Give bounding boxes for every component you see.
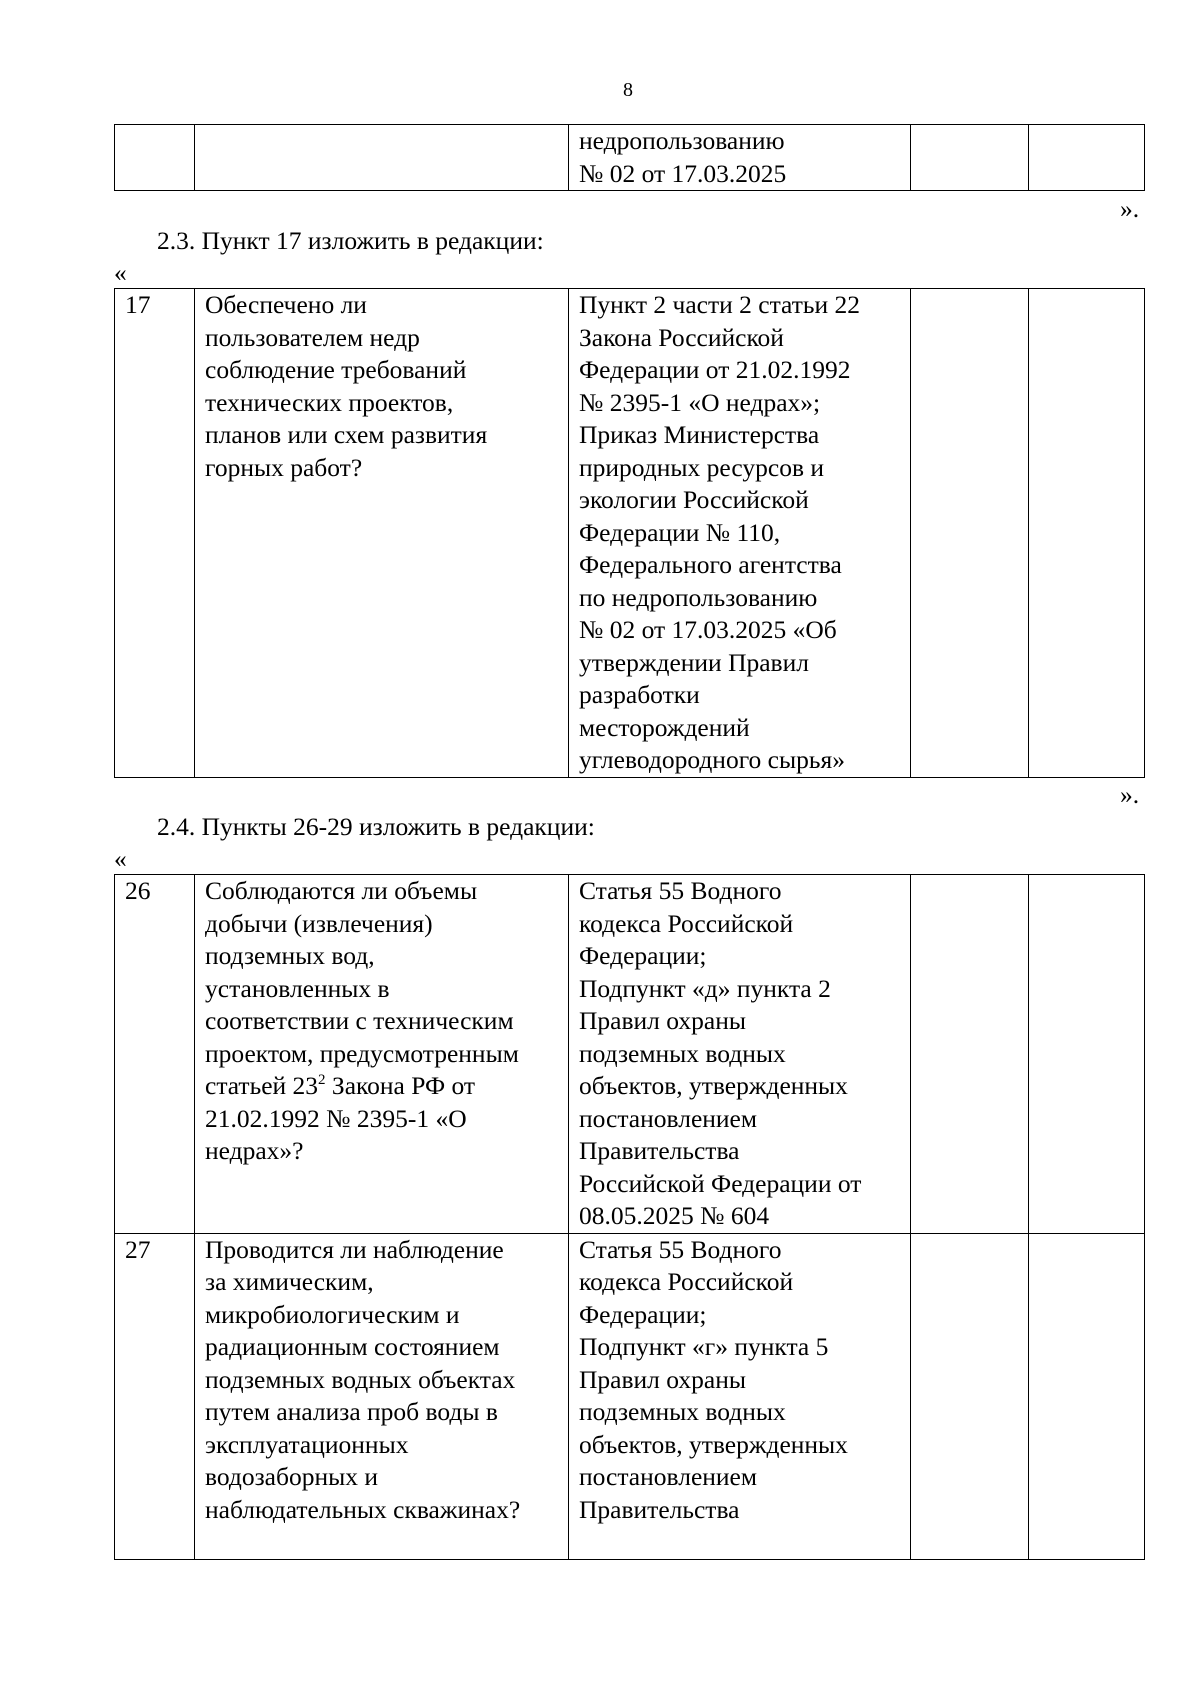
table-2-4-block (114, 874, 1144, 1560)
table-2-3 (114, 288, 1145, 778)
cell-question (195, 289, 569, 778)
table-row (115, 1233, 1145, 1559)
law-text: Статья 55 Водного кодекса Российской Федерации; Подпункт «д» пункта 2 Правил охраны подземных водных объектов, утвержденных постановлением Правительства Российской Федерации от 08.05.2025 № 604 (579, 876, 862, 1230)
cell-question (195, 1233, 569, 1559)
question-text: Обеспечено ли пользователем недр соблюдение требований технических проектов, планов или схем развития горных работ? (205, 290, 488, 482)
question-article-line: статьей $23^2$ Закона РФ от (205, 1071, 476, 1100)
cell-law (569, 125, 911, 191)
table-row (115, 875, 1145, 1234)
cell-blank (1029, 1233, 1145, 1559)
closing-quote: ». (1120, 194, 1140, 223)
continuation-table-block (114, 124, 1144, 191)
superscript: 2 (318, 1072, 326, 1088)
continuation-table (114, 124, 1145, 191)
question-text: Соблюдаются ли объемы добычи (извлечения) подземных вод, установленных в соответствии с техническим проектом, предусмотренным (205, 876, 519, 1068)
cell-question (195, 875, 569, 1234)
section-heading-2-3: 2.3. Пункт 17 изложить в редакции: (157, 226, 544, 255)
law-text: Пункт 2 части 2 статьи 22 Закона Российской Федерации от 21.02.1992 № 2395-1 «О недрах»; Приказ Министерства природных ресурсов и экологии Российской Федерации № 110, Федерального агентства по недропользованию № 02 от 17.03.2025 «Об утверждении Правил разработки месторождений углеводородного сырья» (579, 290, 860, 774)
table-2-4 (114, 874, 1145, 1560)
cell-blank (911, 125, 1029, 191)
cell-blank (911, 875, 1029, 1234)
cell-blank (911, 289, 1029, 778)
table-row (115, 125, 1145, 191)
table-2-3-block (114, 288, 1144, 778)
cell-num (115, 125, 195, 191)
cell-law (569, 875, 911, 1234)
cell-num: 27 (115, 1233, 195, 1559)
question-text-end: 21.02.1992 № 2395-1 «О недрах»? (205, 1103, 467, 1165)
cell-blank (1029, 289, 1145, 778)
law-text: недропользованию № 02 от 17.03.2025 (579, 126, 787, 188)
law-text: Статья 55 Водного кодекса Российской Федерации; Подпункт «г» пункта 5 Правил охраны подземных водных объектов, утвержденных постановлением Правительства (579, 1234, 848, 1524)
closing-quote: ». (1120, 780, 1140, 809)
cell-num: 17 (115, 289, 195, 778)
section-heading-2-4: 2.4. Пункты 26-29 изложить в редакции: (157, 812, 595, 841)
question-text: Проводится ли наблюдение за химическим, микробиологическим и радиационным состоянием подземных водных объектах путем анализа проб воды в эксплуатационных водозаборных и наблюдательных скважинах? (205, 1234, 521, 1524)
opening-quote: « (114, 844, 127, 873)
table-row (115, 289, 1145, 778)
cell-question (195, 125, 569, 191)
cell-blank (1029, 125, 1145, 191)
cell-blank (911, 1233, 1029, 1559)
cell-law (569, 289, 911, 778)
cell-law (569, 1233, 911, 1559)
cell-num: 26 (115, 875, 195, 1234)
opening-quote: « (114, 258, 127, 287)
page-number: 8 (623, 79, 633, 101)
cell-blank (1029, 875, 1145, 1234)
